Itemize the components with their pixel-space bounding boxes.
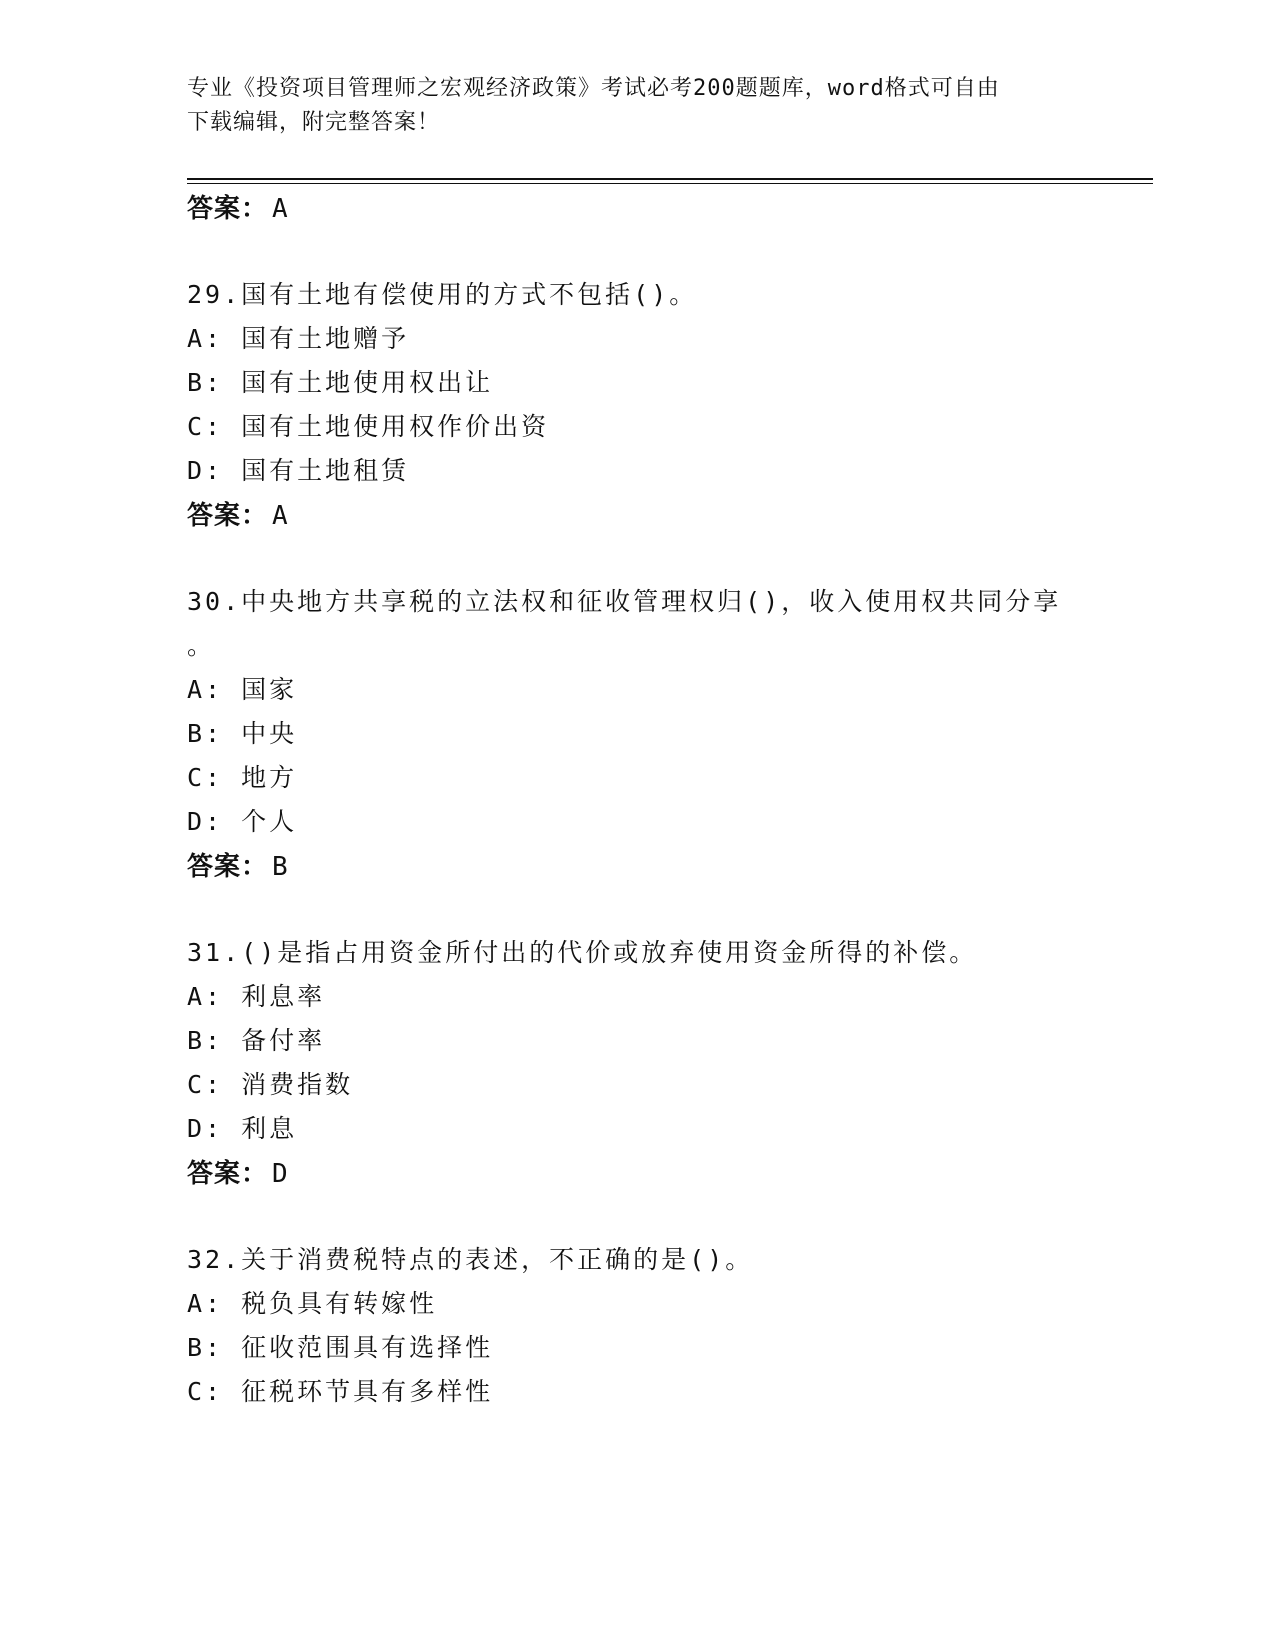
option-c: C: 国有土地使用权作价出资	[187, 412, 550, 441]
option-c: C: 地方	[187, 763, 298, 792]
header-line-1: 专业《投资项目管理师之宏观经济政策》考试必考200题题库，word格式可自由	[187, 76, 1000, 101]
option-c: C: 征税环节具有多样性	[187, 1377, 494, 1406]
question-stem-continuation: 。	[187, 631, 216, 660]
answer-value: B	[272, 852, 289, 882]
option-d: D: 国有土地租赁	[187, 456, 410, 485]
option-b: B: 中央	[187, 719, 298, 748]
question-stem: 30.中央地方共享税的立法权和征收管理权归()，收入使用权共同分享	[187, 587, 1062, 616]
option-b: B: 备付率	[187, 1026, 326, 1055]
question-stem: 31.()是指占用资金所付出的代价或放弃使用资金所得的补偿。	[187, 938, 978, 967]
option-c: C: 消费指数	[187, 1070, 354, 1099]
question-stem: 29.国有土地有偿使用的方式不包括()。	[187, 280, 698, 309]
answer-line	[187, 1153, 289, 1190]
option-b: B: 征收范围具有选择性	[187, 1333, 494, 1362]
header-divider-thin	[187, 183, 1153, 184]
answer-label: 答案：	[187, 1159, 269, 1189]
answer-value: A	[272, 194, 289, 224]
option-d: D: 个人	[187, 807, 298, 836]
option-a: A: 利息率	[187, 982, 326, 1011]
option-a: A: 国家	[187, 675, 298, 704]
answer-value: A	[272, 501, 289, 531]
option-b: B: 国有土地使用权出让	[187, 368, 494, 397]
answer-line	[187, 495, 289, 532]
answer-line	[187, 846, 289, 883]
answer-label: 答案：	[187, 501, 269, 531]
answer-label: 答案：	[187, 194, 269, 224]
document-header	[187, 72, 1067, 140]
answer-line	[187, 188, 289, 225]
question-stem: 32.关于消费税特点的表述，不正确的是()。	[187, 1245, 754, 1274]
answer-value: D	[272, 1159, 289, 1189]
header-line-2: 下载编辑，附完整答案！	[187, 110, 441, 135]
header-divider-thick	[187, 178, 1153, 180]
option-a: A: 税负具有转嫁性	[187, 1289, 438, 1318]
answer-label: 答案：	[187, 852, 269, 882]
option-d: D: 利息	[187, 1114, 298, 1143]
option-a: A: 国有土地赠予	[187, 324, 410, 353]
